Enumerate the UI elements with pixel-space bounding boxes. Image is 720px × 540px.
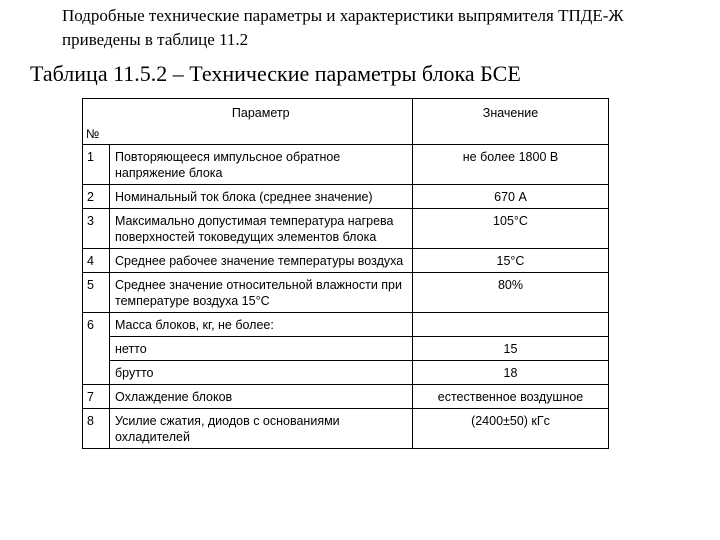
table-row (83, 337, 609, 361)
row-value: естественное воздушное (413, 385, 609, 409)
row-number: 3 (83, 209, 110, 249)
row-parameter: Усилие сжатия, диодов с основаниями охладителей (110, 409, 413, 449)
table-row (83, 385, 609, 409)
row-number: 8 (83, 409, 110, 449)
row-parameter: брутто (110, 361, 413, 385)
table-row (83, 249, 609, 273)
table-row (83, 273, 609, 313)
row-parameter: Максимально допустимая температура нагрева поверхностей токоведущих элементов блока (110, 209, 413, 249)
row-parameter: Охлаждение блоков (110, 385, 413, 409)
row-parameter: Среднее значение относительной влажности при температуре воздуха 15°С (110, 273, 413, 313)
row-parameter: Повторяющееся импульсное обратное напряжение блока (110, 145, 413, 185)
row-number: 7 (83, 385, 110, 409)
row-value: 18 (413, 361, 609, 385)
table-header-row (83, 99, 609, 145)
row-value: (2400±50) кГс (413, 409, 609, 449)
row-parameter: нетто (110, 337, 413, 361)
table-row (83, 409, 609, 449)
row-value: 80% (413, 273, 609, 313)
row-parameter: Номинальный ток блока (среднее значение) (110, 185, 413, 209)
table-row (83, 145, 609, 185)
table-row (83, 361, 609, 385)
row-value: 15°С (413, 249, 609, 273)
row-value (413, 313, 609, 337)
row-value: 105°С (413, 209, 609, 249)
intro-paragraph: Подробные технические параметры и характеристики выпрямителя ТПДЕ-Ж приведены в таблице 11.2 (62, 6, 624, 49)
header-number: № (83, 99, 110, 145)
row-number: 5 (83, 273, 110, 313)
row-value: 670 А (413, 185, 609, 209)
row-value: 15 (413, 337, 609, 361)
row-number: 2 (83, 185, 110, 209)
header-value: Значение (413, 99, 609, 145)
row-number: 6 (83, 313, 110, 385)
row-parameter: Масса блоков, кг, не более: (110, 313, 413, 337)
table-caption: Таблица 11.5.2 – Технические параметры блока БСЕ (30, 61, 521, 86)
table-row (83, 313, 609, 337)
parameters-table (82, 98, 609, 449)
table-row (83, 209, 609, 249)
row-value: не более 1800 В (413, 145, 609, 185)
row-parameter: Среднее рабочее значение температуры воздуха (110, 249, 413, 273)
header-parameter: Параметр (110, 99, 413, 145)
table-row (83, 185, 609, 209)
row-number: 1 (83, 145, 110, 185)
row-number: 4 (83, 249, 110, 273)
